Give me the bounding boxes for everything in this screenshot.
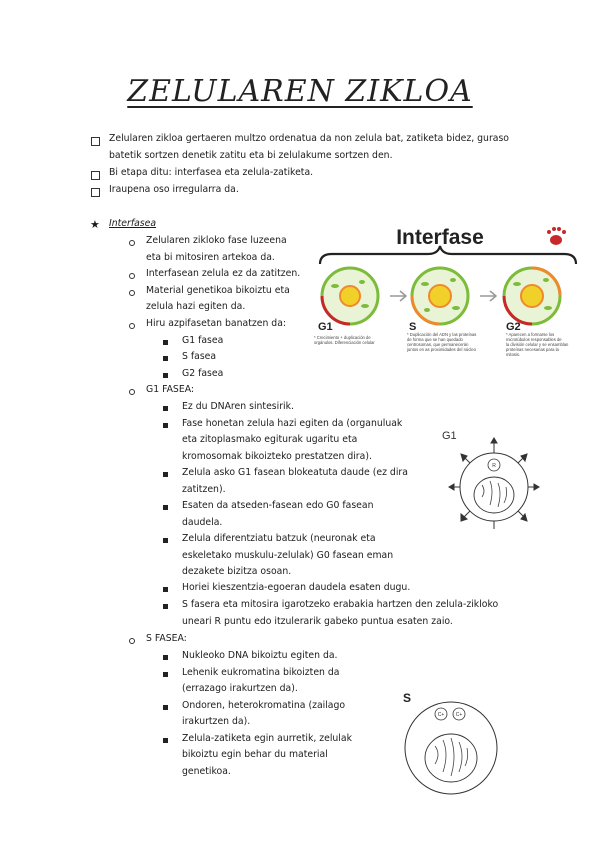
caption-g2-line: microtúbulos responsables de xyxy=(506,337,562,342)
subphase-g2: G2 fasea xyxy=(182,368,224,379)
interfase-line-2: eta bi mitosiren artekoa da. xyxy=(146,252,275,263)
interfase-figure-title: Interfase xyxy=(396,226,484,249)
g1-line-8: daudela. xyxy=(182,517,223,528)
interfase-line-5: zelula hazi egiten da. xyxy=(146,301,246,312)
s-diagram-tag: C+ xyxy=(455,712,463,718)
square-bullet-icon xyxy=(163,672,168,677)
g1-cell-diagram xyxy=(430,425,540,530)
caption-s-line: de forma que se han quedado xyxy=(407,337,463,342)
caption-s-line: centrosomas, que permanecerán xyxy=(407,342,469,347)
cell-g2-diagram xyxy=(504,268,560,324)
g1-diagram-tag: R xyxy=(492,463,496,469)
g1-heading: G1 FASEA: xyxy=(146,384,195,395)
star-bullet-icon: ★ xyxy=(90,218,100,231)
g1-line-4: kromosomak bikoizteko prestatzen dira). xyxy=(182,451,372,462)
arrow-right-icon xyxy=(480,291,496,301)
caption-g2-line: la división celular y se ensamblan xyxy=(506,342,569,347)
interfase-figure xyxy=(310,218,580,368)
figure-label-s: S xyxy=(409,321,417,333)
s-heading: S FASEA: xyxy=(146,633,187,644)
s-line-4: Ondoren, heterokromatina (zailago xyxy=(182,700,346,711)
circle-bullet-icon xyxy=(129,389,135,395)
intro-line-4: Iraupena oso irregularra da. xyxy=(109,184,239,195)
s-line-8: genetikoa. xyxy=(182,766,231,777)
s-line-7: bikoiztu egin behar du material xyxy=(182,749,328,760)
caption-g1-line: orgánulos. Diferenciación celular xyxy=(314,340,375,345)
g1-diagram-label: G1 xyxy=(442,430,457,442)
square-bullet-icon xyxy=(163,423,168,428)
figure-label-g1: G1 xyxy=(318,321,333,333)
square-bullet-icon xyxy=(163,340,168,345)
square-bullet-icon xyxy=(163,604,168,609)
s-line-2: Lehenik eukromatina bikoizten da xyxy=(182,667,340,678)
g1-line-3: eta zitoplasmako egiturak ugaritu eta xyxy=(182,434,358,445)
growth-arrows-icon xyxy=(449,438,539,529)
interfase-line-1: Zelularen zikloko fase luzeena xyxy=(146,235,287,246)
cell-g1-diagram xyxy=(322,268,378,324)
checkbox-bullet-icon xyxy=(91,137,100,146)
square-bullet-icon xyxy=(163,406,168,411)
interfase-line-4: Material genetikoa bikoiztu eta xyxy=(146,285,290,296)
s-line-6: Zelula-zatiketa egin aurretik, zelulak xyxy=(182,733,352,744)
cell-s-diagram xyxy=(412,268,468,324)
page-title: ZELULAREN ZIKLOA xyxy=(127,74,473,109)
interfase-line-6: Hiru azpifasetan banatzen da: xyxy=(146,318,287,329)
checkbox-bullet-icon xyxy=(91,188,100,197)
intro-line-1: Zelularen zikloa gertaeren multzo ordenatua da non zelula bat, zatiketa bidez, guraso xyxy=(109,133,509,144)
g1-line-14: uneari R puntu edo itzulerarik gabeko puntua esaten zaio. xyxy=(182,616,453,627)
s-diagram-tag: C+ xyxy=(437,712,445,718)
caption-g2-line: mitosis. xyxy=(506,352,521,357)
circle-bullet-icon xyxy=(129,273,135,279)
circle-bullet-icon xyxy=(129,290,135,296)
square-bullet-icon xyxy=(163,705,168,710)
s-cell-diagram xyxy=(395,688,505,800)
g1-line-2: Fase honetan zelula hazi egiten da (organuluak xyxy=(182,418,403,429)
square-bullet-icon xyxy=(163,587,168,592)
s-line-5: irakurtzen da). xyxy=(182,716,251,727)
circle-bullet-icon xyxy=(129,240,135,246)
caption-s-line: * Duplicación del ADN y las proteínas xyxy=(407,332,477,337)
checkbox-bullet-icon xyxy=(91,171,100,180)
circle-bullet-icon xyxy=(129,323,135,329)
g1-line-1: Ez du DNAren sintesirik. xyxy=(182,401,294,412)
intro-line-2: batetik sortzen denetik zatitu eta bi zelulakume sortzen den. xyxy=(109,150,393,161)
g1-line-5: Zelula asko G1 fasean blokeatuta daude (ez dira xyxy=(182,467,408,478)
g1-line-10: eskeletako muskulu-zelulak) G0 fasean eman xyxy=(182,550,394,561)
intro-line-3: Bi etapa ditu: interfasea eta zelula-zatiketa. xyxy=(109,167,314,178)
square-bullet-icon xyxy=(163,356,168,361)
square-bullet-icon xyxy=(163,655,168,660)
square-bullet-icon xyxy=(163,373,168,378)
interfase-heading: Interfasea xyxy=(109,218,157,229)
g1-line-13: S fasera eta mitosira igarotzeko erabakia hartzen den zelula-zikloko xyxy=(182,599,499,610)
subphase-s: S fasea xyxy=(182,351,217,362)
square-bullet-icon xyxy=(163,738,168,743)
s-line-3: (errazago irakurtzen da). xyxy=(182,683,298,694)
square-bullet-icon xyxy=(163,472,168,477)
g1-line-12: Horiei kieszentzia-egoeran daudela esaten dugu. xyxy=(182,582,411,593)
paw-logo-icon xyxy=(547,227,566,245)
g1-line-9: Zelula diferentziatu batzuk (neuronak eta xyxy=(182,533,376,544)
circle-bullet-icon xyxy=(129,638,135,644)
caption-g1-line: * Crecimiento + duplicación de xyxy=(314,335,371,340)
square-bullet-icon xyxy=(163,538,168,543)
g1-line-11: dezakete bizitza osoan. xyxy=(182,566,292,577)
s-diagram-label: S xyxy=(403,691,412,705)
square-bullet-icon xyxy=(163,505,168,510)
g1-line-6: zatitzen). xyxy=(182,484,226,495)
arrow-right-icon xyxy=(390,291,406,301)
caption-s-line: juntos en as proximidades del núcleo xyxy=(407,347,476,352)
interfase-line-3: Interfasean zelula ez da zatitzen. xyxy=(146,268,301,279)
caption-g2-line: * Aparecen a formarse los xyxy=(506,332,555,337)
g1-line-7: Esaten da atseden-fasean edo G0 fasean xyxy=(182,500,374,511)
caption-g2-line: proteínas necesarias para la xyxy=(506,347,559,352)
figure-label-g2: G2 xyxy=(506,321,521,333)
subphase-g1: G1 fasea xyxy=(182,335,224,346)
s-line-1: Nukleoko DNA bikoiztu egiten da. xyxy=(182,650,338,661)
